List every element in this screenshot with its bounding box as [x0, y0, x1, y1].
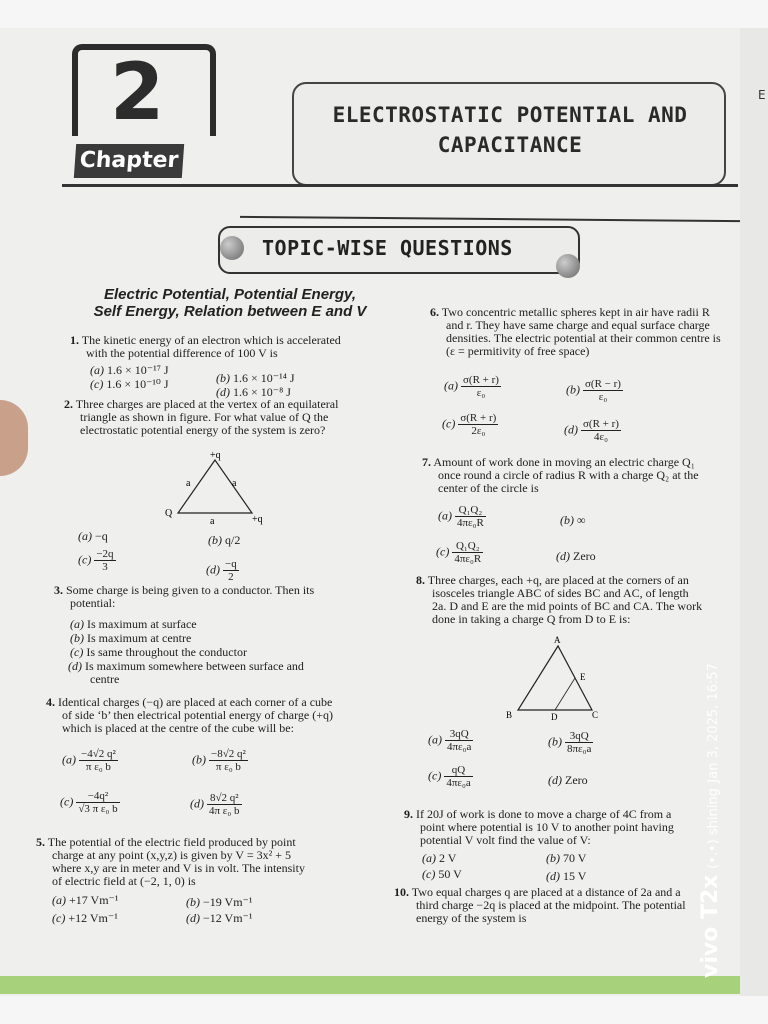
option: (d) 15 V	[546, 869, 587, 883]
question-7: 7. Amount of work done in moving an electric charge Q₁ once round a circle of radius R with a charge Q₂ at the center of the circle is	[422, 455, 699, 495]
option: (c) $\frac{\text{Q₁Q₂}}{\text{4πε₀R}}$	[436, 540, 482, 565]
bottom-bar	[0, 996, 768, 1024]
question-8: 8. Three charges, each +q, are placed at the corners of an isosceles triangle ABC of sides BC and AC, of length 2a. D and E are the mid points of BC and CA. The work done in taking a charge Q from D to E is:	[416, 573, 703, 626]
segment-de	[555, 678, 575, 710]
option: (a) 1.6 × 10⁻¹⁷ J	[90, 363, 169, 377]
top-bar	[0, 0, 768, 28]
option: (c) Is same throughout the conductor	[70, 645, 247, 659]
topic-heading: TOPIC-WISE QUESTIONS	[262, 236, 513, 260]
option: (d) 1.6 × 10⁻⁸ J	[216, 385, 291, 399]
option: (a) $\frac{\sigma(R + r)}{\text{ε₀}}$	[444, 374, 499, 399]
question-5: 5. The potential of the electric field produced by point charge at any point (x,y,z) is given by V = 3x² + 5 where x,y are in meter and V is in volt. The intensity of electric field at (−2, 1, 0) is	[36, 835, 305, 888]
fig-label-d: D	[551, 712, 558, 722]
option: (b) ∞	[560, 513, 586, 527]
option: (a) $\frac{\text{−4√2 q²}}{\text{π ε₀ b}}$	[62, 748, 116, 773]
option: (b) Is maximum at centre	[70, 631, 192, 645]
question-3: 3. Some charge is being given to a conductor. Then its potential:	[54, 583, 315, 610]
option: (c) +12 Vm⁻¹	[52, 911, 118, 925]
option: (d) −12 Vm⁻¹	[186, 911, 253, 925]
option: (b) q/2	[208, 533, 241, 547]
fig-label-b: B	[506, 710, 513, 720]
option: (c) 1.6 × 10⁻¹⁰ J	[90, 377, 169, 391]
option: (c) $\frac{-2q}{3}$	[78, 548, 114, 573]
option: (a) Is maximum at surface	[70, 617, 197, 631]
fig-label-right: +q	[252, 514, 263, 525]
section-heading: Electric Potential, Potential Energy, Self Energy, Relation between E and V	[93, 286, 367, 320]
ball-icon	[556, 254, 580, 278]
option: (a) −q	[78, 529, 108, 543]
option: (c) $\frac{qQ}{\text{4πε₀a}}$	[428, 764, 471, 789]
fig-side-left: a	[186, 478, 191, 489]
fig-label-left: Q	[165, 508, 173, 519]
ball-icon	[220, 236, 244, 260]
chapter-title: ELECTROSTATIC POTENTIAL AND CAPACITANCE	[332, 103, 688, 157]
option: (b) 1.6 × 10⁻¹⁴ J	[216, 371, 295, 385]
option: (c) $\frac{\sigma(R + r)}{\text{2ε₀}}$	[442, 412, 497, 437]
option: (a) $\frac{3qQ}{\text{4πε₀a}}$	[428, 728, 472, 753]
option: (d) $\frac{-q}{2}$	[206, 558, 237, 583]
option: (a) +17 Vm⁻¹	[52, 893, 119, 907]
option: (d) $\frac{\text{8√2 q²}}{\text{4π ε₀ b}}$	[190, 792, 240, 817]
header-rule	[62, 184, 738, 187]
question-2: 2. Three charges are placed at the vertex of an equilateral triangle as shown in figure. For what value of Q the electrostatic potential energy of the system is zero?	[64, 397, 339, 437]
option: (d) Is maximum somewhere between surface and centre	[68, 659, 304, 686]
option: (b) $\frac{\text{−8√2 q²}}{\text{π ε₀ b}}$	[192, 748, 246, 773]
fig-label-top: +q	[210, 450, 221, 461]
question-4: 4. Identical charges (−q) are placed at each corner of a cube of side ‘b’ then electrical potential energy of charge (+q) which is placed at the centre of the cube will be:	[46, 695, 333, 735]
adjacent-page-edge	[740, 28, 768, 996]
chapter-label: Chapter	[74, 144, 184, 178]
option: (a) $\frac{\text{Q₁Q₂}}{\text{4πε₀R}}$	[438, 504, 484, 529]
option: (b) 70 V	[546, 851, 587, 865]
question-10: 10. Two equal charges q are placed at a distance of 2a and a third charge −2q is placed at the midpoint. The potential energy of the system is	[394, 885, 686, 925]
isosceles-triangle-figure	[500, 632, 610, 724]
fig-side-right: a	[232, 478, 237, 489]
question-1: 1. The kinetic energy of an electron which is accelerated with the potential difference of 100 V is	[70, 333, 341, 360]
option: (a) 2 V	[422, 851, 457, 865]
question-9: 9. If 20J of work is done to move a charge of 4C from a point where potential is 10 V to another point having potential V volt find the value of V:	[404, 807, 674, 847]
fig-label-a: A	[554, 635, 561, 645]
chapter-number: 2	[110, 48, 165, 138]
fig-label-c: C	[592, 710, 599, 720]
edge-letter: E	[758, 88, 766, 102]
option: (d) Zero	[548, 773, 588, 787]
option: (b) $\frac{3qQ}{\text{8πε₀a}}$	[548, 730, 592, 755]
camera-watermark: vivo T2x (•.•) shining Jan 3, 2025, 16:57	[698, 663, 723, 978]
background-strip	[0, 976, 740, 994]
option: (c) 50 V	[422, 867, 462, 881]
fig-label-e: E	[580, 672, 586, 682]
option: (b) $\frac{\sigma(R - r)}{\text{ε₀}}$	[566, 378, 621, 403]
option: (b) −19 Vm⁻¹	[186, 895, 253, 909]
question-6: 6. Two concentric metallic spheres kept in air have radii R and r. They have same charge and equal surface charge densities. The electric potential at their common centre is (ε = permitivity of free space)	[430, 305, 721, 358]
option: (d) Zero	[556, 549, 596, 563]
option: (c) $\frac{\text{−4q²}}{\text{√3 π ε₀ b}}$	[60, 790, 118, 815]
fig-base: a	[210, 516, 215, 527]
triangle-figure	[160, 448, 270, 528]
option: (d) $\frac{\sigma(R + r)}{\text{4ε₀}}$	[564, 418, 619, 443]
